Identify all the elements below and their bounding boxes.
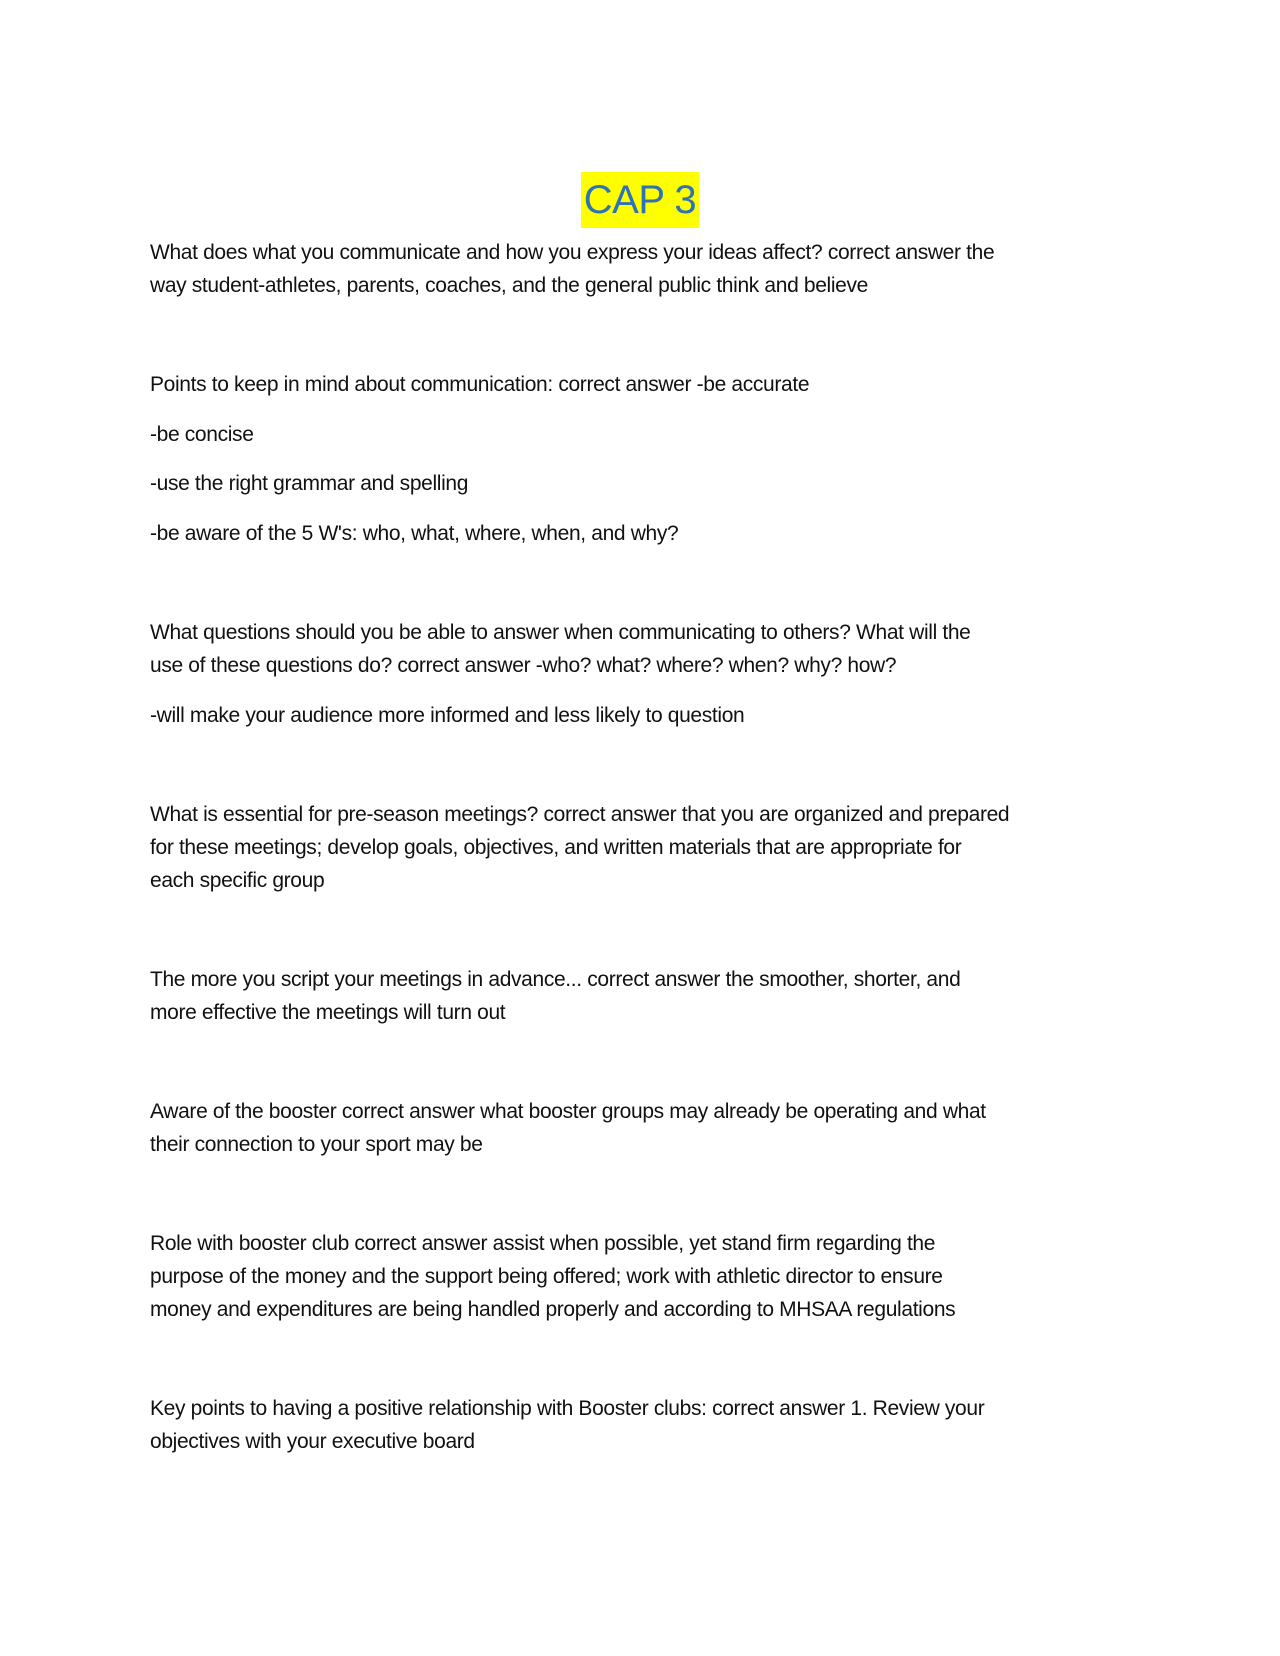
text-line: Key points to having a positive relationship with Booster clubs: correct answer 1. Review your	[150, 1397, 985, 1420]
text-line: money and expenditures are being handled properly and according to MHSAA regulations	[150, 1298, 956, 1321]
text-line: -be concise	[150, 423, 254, 446]
title-container	[0, 172, 1280, 228]
text-line: objectives with your executive board	[150, 1430, 475, 1453]
text-line: -will make your audience more informed and less likely to question	[150, 704, 745, 727]
text-line: Points to keep in mind about communication: correct answer -be accurate	[150, 373, 810, 396]
text-line: The more you script your meetings in advance... correct answer the smoother, shorter, and	[150, 968, 961, 991]
text-line: purpose of the money and the support being offered; work with athletic director to ensure	[150, 1265, 943, 1288]
text-line: way student-athletes, parents, coaches, and the general public think and believe	[150, 274, 868, 297]
page-title: CAP 3	[581, 172, 699, 228]
text-line: What questions should you be able to answer when communicating to others? What will the	[150, 621, 971, 644]
text-line: -use the right grammar and spelling	[150, 472, 469, 495]
text-line: for these meetings; develop goals, objectives, and written materials that are appropriate for	[150, 836, 962, 859]
text-line: each specific group	[150, 869, 325, 892]
text-line: What does what you communicate and how you express your ideas affect? correct answer the	[150, 241, 995, 264]
text-line: -be aware of the 5 W's: who, what, where, when, and why?	[150, 522, 679, 545]
text-line: Role with booster club correct answer assist when possible, yet stand firm regarding the	[150, 1232, 936, 1255]
text-line: more effective the meetings will turn out	[150, 1001, 506, 1024]
text-line: their connection to your sport may be	[150, 1133, 483, 1156]
text-line: Aware of the booster correct answer what booster groups may already be operating and what	[150, 1100, 986, 1123]
text-line: What is essential for pre-season meetings? correct answer that you are organized and prepared	[150, 803, 1010, 826]
text-line: use of these questions do? correct answer -who? what? where? when? why? how?	[150, 654, 897, 677]
